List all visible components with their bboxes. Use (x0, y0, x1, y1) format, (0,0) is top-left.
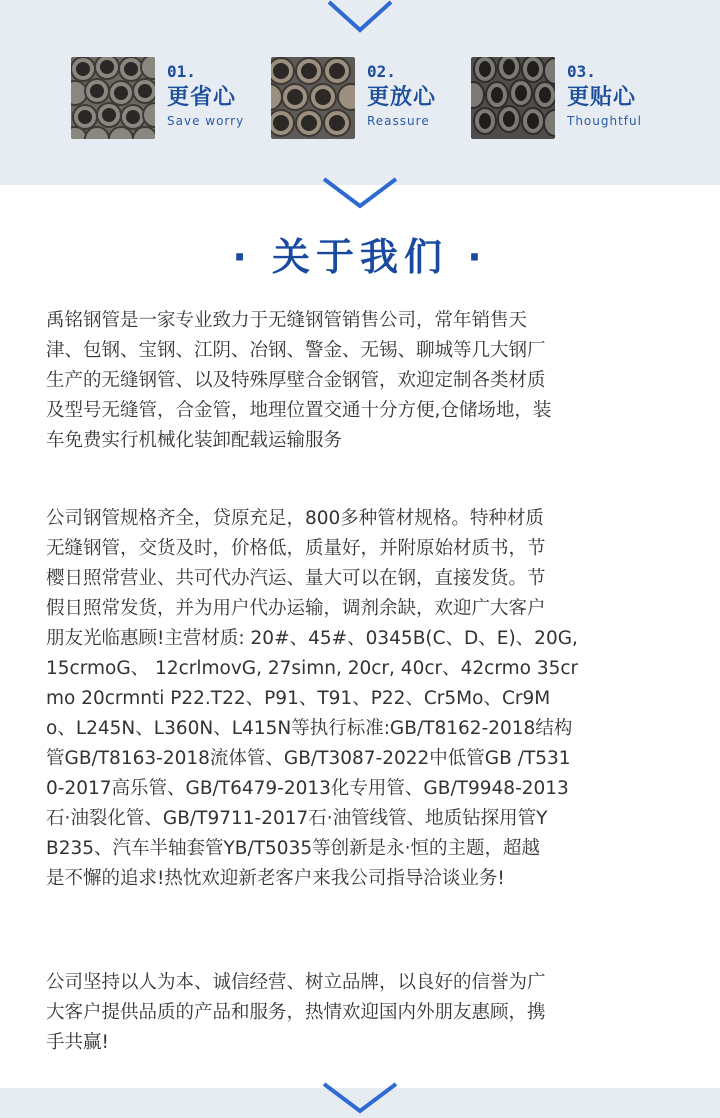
text-line: 津、包钢、宝钢、江阴、冶钢、警金、无锡、聊城等几大钢厂 (46, 340, 546, 361)
text-line: 是不懈的追求!热忱欢迎新老客户来我公司指导洽谈业务! (46, 868, 505, 889)
feature-number: 03. (567, 62, 596, 81)
text-line: 生产的无缝钢管、以及特殊厚壁合金钢管，欢迎定制各类材质 (46, 370, 546, 391)
text-line: 朋友光临惠顾!主营材质: 20#、45#、0345B(C、D、E)、20G, (46, 628, 578, 649)
chevron-down-icon (325, 0, 395, 34)
text-line: mo 20crmnti P22.T22、P91、T91、P22、Cr5Mo、Cr9M (46, 688, 551, 709)
feature-number: 01. (167, 62, 196, 81)
text-line: 石·油裂化管、GB/T9711-2017石·油管线管、地质钻探用管Y (46, 808, 548, 829)
text-line: 公司坚持以人为本、诚信经营、树立品牌，以良好的信誉为广 (46, 972, 546, 993)
chevron-down-icon (320, 175, 400, 211)
text-line: B235、汽车半轴套管YB/T5035等创新是永·恒的主题，超越 (46, 838, 540, 859)
text-line: 无缝钢管，交货及时，价格低，质量好，并附原始材质书，节 (46, 538, 546, 559)
about-paragraph-2 (46, 504, 678, 894)
feature-reassure (271, 57, 451, 139)
text-line: 公司钢管规格齐全，贷原充足，800多种管材规格。特种材质 (46, 508, 544, 529)
text-line: 管GB/T8163-2018流体管、GB/T3087-2022中低管GB /T531 (46, 748, 571, 769)
steel-pipes-image (471, 57, 555, 139)
text-line: 0-2017高乐管、GB/T6479-2013化专用管、GB/T9948-2013 (46, 778, 569, 799)
section-title: · 关于我们 · (232, 235, 488, 279)
text-line: 大客户提供品质的产品和服务，热情欢迎国内外朋友惠顾，携 (46, 1002, 546, 1023)
text-line: 车免费实行机械化装卸配载运输服务 (46, 430, 343, 451)
text-line: 15crmoG、 12crlmovG, 27simn, 20cr, 40cr、42crmo 35cr (46, 658, 579, 679)
feature-number: 02. (367, 62, 396, 81)
feature-subtitle: Save worry (167, 114, 245, 128)
about-paragraph-3 (46, 968, 678, 1058)
text-line: 禹铭钢管是一家专业致力于无缝钢管销售公司，常年销售天 (46, 310, 528, 331)
text-line: 假日照常发货，并为用户代办运输，调剂余缺，欢迎广大客户 (46, 598, 546, 619)
feature-title: 更贴心 (567, 85, 637, 110)
steel-pipes-image (71, 57, 155, 139)
feature-subtitle: Reassure (367, 114, 430, 128)
feature-title: 更省心 (167, 85, 237, 110)
feature-title: 更放心 (367, 85, 437, 110)
chevron-down-icon (320, 1080, 400, 1116)
about-paragraph-1 (46, 306, 678, 456)
feature-thoughtful (471, 57, 651, 139)
feature-save-worry (71, 57, 251, 139)
steel-pipes-image (271, 57, 355, 139)
text-line: 手共赢! (46, 1032, 109, 1053)
feature-subtitle: Thoughtful (567, 114, 642, 128)
text-line: 及型号无缝管，合金管，地理位置交通十分方便,仓储场地，装 (46, 400, 552, 421)
text-line: o、L245N、L360N、L415N等执行标准:GB/T8162-2018结构 (46, 718, 573, 739)
text-line: 樱日照常营业、共可代办汽运、量大可以在钢，直接发货。节 (46, 568, 546, 589)
